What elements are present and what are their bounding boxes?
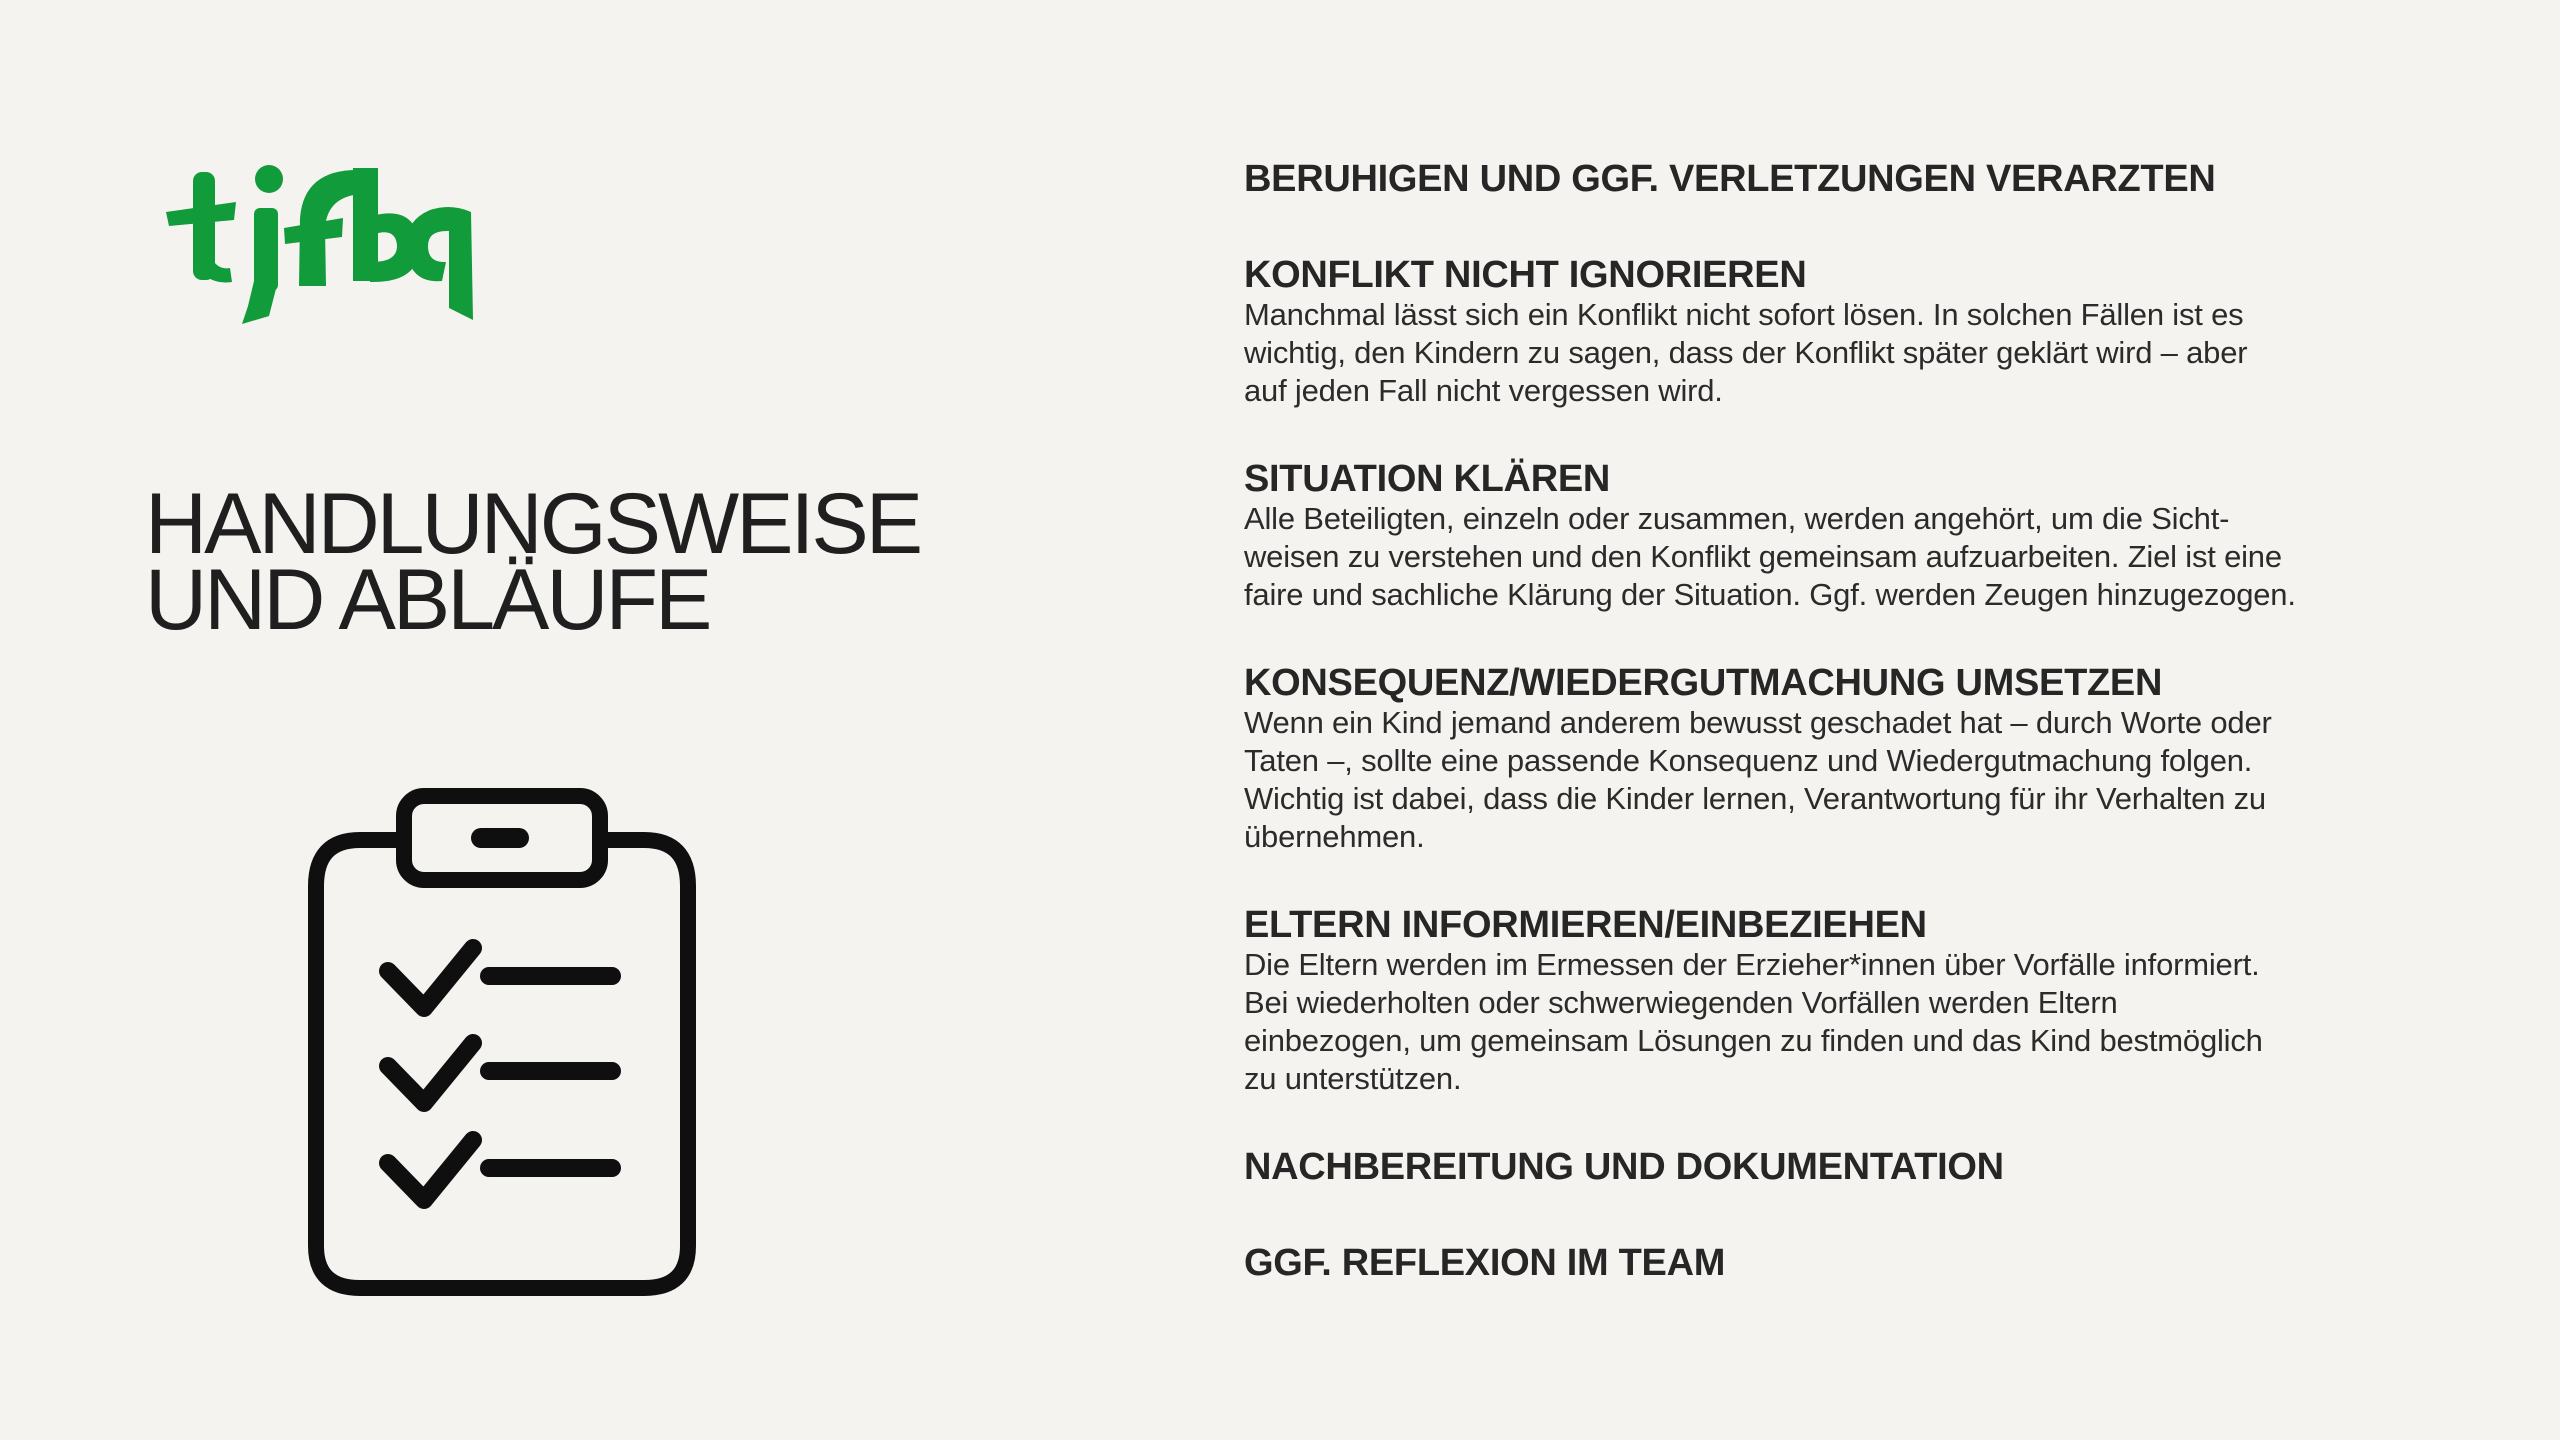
body-line: Taten –, sollte eine passende Konsequenz und Wiedergutmachung folgen.: [1244, 743, 2253, 778]
procedure-list: [1244, 158, 2444, 1338]
section-body: [1244, 296, 2444, 410]
body-line: wichtig, den Kindern zu sagen, dass der Konflikt später geklärt wird – aber: [1244, 335, 2248, 370]
section-heading: BERUHIGEN UND GGF. VERLETZUNGEN VERARZTEN: [1244, 158, 2216, 200]
section-heading: ELTERN INFORMIEREN/EINBEZIEHEN: [1244, 904, 1927, 946]
tjfbg-logo: [166, 160, 486, 330]
page-title-line: HANDLUNGSWEISE: [145, 476, 921, 572]
section-beruhigen: [1244, 158, 2444, 200]
section-body: [1244, 704, 2444, 856]
body-line: faire und sachliche Klärung der Situation. Ggf. werden Zeugen hinzugezogen.: [1244, 577, 2296, 612]
section-konsequenz-wiedergutmachung: [1244, 662, 2444, 856]
body-line: Wenn ein Kind jemand anderem bewusst geschadet hat – durch Worte oder: [1244, 705, 2272, 740]
clipboard-checklist-icon: [308, 788, 696, 1298]
page-title: [145, 476, 921, 648]
body-line: Alle Beteiligten, einzeln oder zusammen, werden angehört, um die Sicht-: [1244, 501, 2230, 536]
body-line: weisen zu verstehen und den Konflikt gemeinsam aufzuarbeiten. Ziel ist eine: [1244, 539, 2282, 574]
page-title-line: UND ABLÄUFE: [145, 552, 710, 648]
section-konflikt-nicht-ignorieren: [1244, 254, 2444, 410]
body-line: einbezogen, um gemeinsam Lösungen zu finden und das Kind bestmöglich: [1244, 1023, 2263, 1058]
section-heading: NACHBEREITUNG UND DOKUMENTATION: [1244, 1146, 2004, 1188]
logo-text: [486, 160, 487, 161]
body-line: zu unterstützen.: [1244, 1061, 1462, 1096]
section-situation-klaeren: [1244, 458, 2444, 614]
section-reflexion: [1244, 1242, 2444, 1284]
section-heading: SITUATION KLÄREN: [1244, 458, 1611, 500]
section-nachbereitung: [1244, 1146, 2444, 1188]
body-line: Manchmal lässt sich ein Konflikt nicht sofort lösen. In solchen Fällen ist es: [1244, 297, 2244, 332]
section-heading: KONSEQUENZ/WIEDERGUTMACHUNG UMSETZEN: [1244, 662, 2163, 704]
section-body: [1244, 946, 2444, 1098]
body-line: Bei wiederholten oder schwerwiegenden Vorfällen werden Eltern: [1244, 985, 2118, 1020]
section-body: [1244, 500, 2444, 614]
body-line: Wichtig ist dabei, dass die Kinder lernen, Verantwortung für ihr Verhalten zu: [1244, 781, 2266, 816]
section-eltern-informieren: [1244, 904, 2444, 1098]
body-line: Die Eltern werden im Ermessen der Erzieher*innen über Vorfälle informiert.: [1244, 947, 2260, 982]
body-line: übernehmen.: [1244, 819, 1425, 854]
body-line: auf jeden Fall nicht vergessen wird.: [1244, 373, 1723, 408]
section-heading: GGF. REFLEXION IM TEAM: [1244, 1242, 1726, 1284]
section-heading: KONFLIKT NICHT IGNORIEREN: [1244, 254, 1807, 296]
